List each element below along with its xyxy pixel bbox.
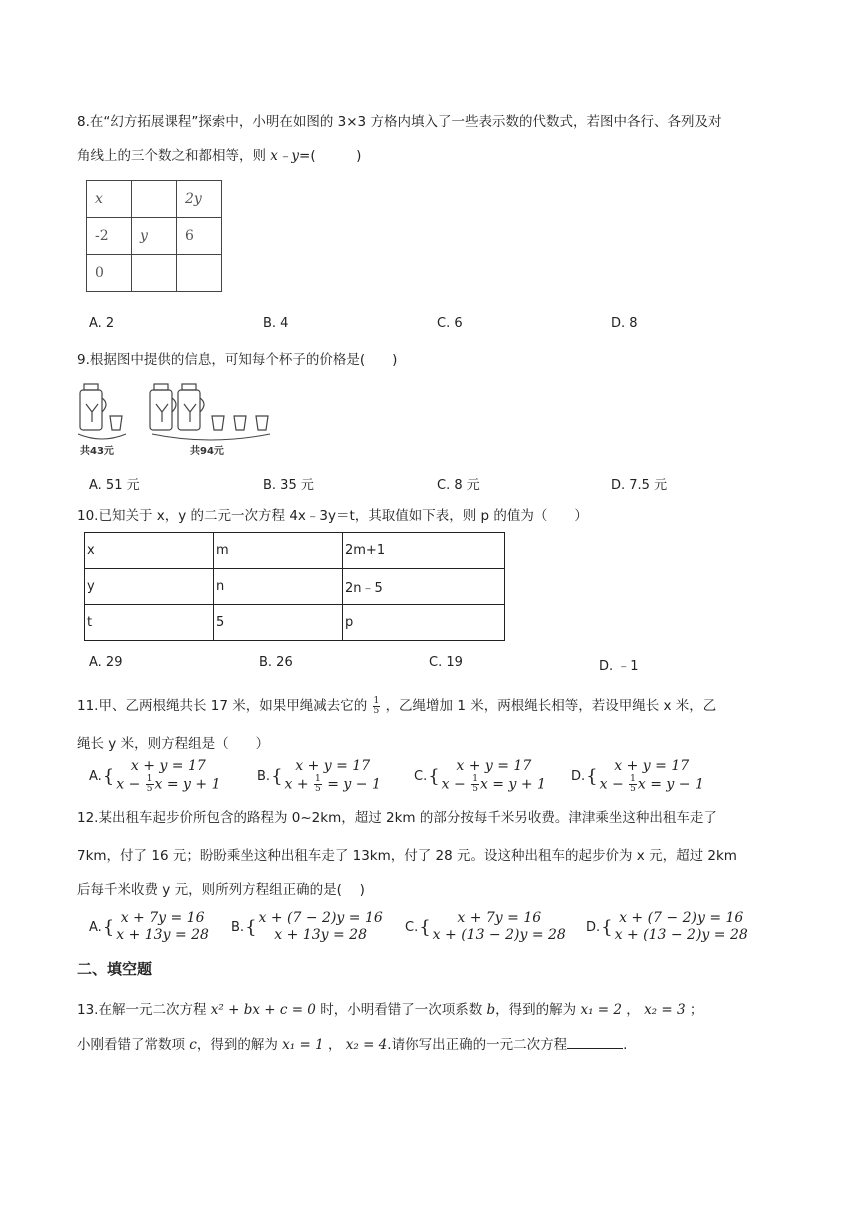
cup-icon bbox=[212, 416, 224, 430]
q12-line1: 12.某出租车起步价所包含的路程为 0~2km，超过 2km 的部分按每千米另收费。津津乘坐这种出租车走了 bbox=[77, 810, 717, 826]
q12-option-b[interactable]: B. { x + (7 − 2)y = 16 x + 13y = 28 bbox=[231, 910, 383, 943]
grid-row bbox=[87, 218, 222, 255]
q9-figure-label-2: 共94元 bbox=[190, 446, 224, 457]
q12-option-a[interactable]: A. { x + 7y = 16 x + 13y = 28 bbox=[89, 910, 209, 943]
table-cell: n bbox=[214, 569, 343, 605]
grid-cell: y bbox=[132, 218, 177, 255]
q9-option-c[interactable]: C. 8 元 bbox=[437, 478, 480, 493]
q8-option-d[interactable]: D. 8 bbox=[611, 316, 638, 331]
q9-option-b[interactable]: B. 35 元 bbox=[263, 478, 314, 493]
q9-figure-label-1: 共43元 bbox=[80, 446, 114, 457]
grid-cell: 2y bbox=[177, 181, 222, 218]
magic-square-grid bbox=[86, 180, 222, 292]
fraction: $\frac{1}{5}$ bbox=[373, 695, 380, 716]
q8-option-a[interactable]: A. 2 bbox=[89, 316, 115, 331]
q10-option-d[interactable]: D. ﹣1 bbox=[599, 659, 639, 674]
q10-option-b[interactable]: B. 26 bbox=[259, 655, 293, 670]
q12-line2: 7km，付了 16 元；盼盼乘坐这种出租车走了 13km，付了 28 元。设这种出租车的起步价为 x 元，超过 2km bbox=[77, 848, 737, 864]
table-cell: 2n﹣5 bbox=[343, 569, 505, 605]
q8-expression: x﹣y bbox=[270, 148, 300, 164]
q11-option-a[interactable]: A. { x + y = 17 x − $\frac{1}{5}$ x = y + 1 bbox=[89, 758, 221, 794]
section-title: 二、填空题 bbox=[77, 960, 153, 978]
q12-line3: 后每千米收费 y 元，则所列方程组正确的是( ) bbox=[77, 882, 365, 898]
table-cell: t bbox=[85, 605, 214, 641]
q9-option-d[interactable]: D. 7.5 元 bbox=[611, 478, 668, 493]
grid-cell: 6 bbox=[177, 218, 222, 255]
q11-option-d[interactable]: D. { x + y = 17 x − $\frac{1}{5}$ x = y − 1 bbox=[571, 758, 704, 794]
thermos-icon bbox=[80, 384, 106, 430]
q13-line2: 小刚看错了常数项 c，得到的解为 x₁ = 1 ， x₂ = 4.请你写出正确的一元二次方程 . bbox=[77, 1034, 627, 1055]
table-cell: p bbox=[343, 605, 505, 641]
q11-line1 bbox=[77, 696, 716, 716]
cup-icon bbox=[234, 416, 246, 430]
grid-cell: -2 bbox=[87, 218, 132, 255]
table-cell: 5 bbox=[214, 605, 343, 641]
q12-option-d[interactable]: D. { x + (7 − 2)y = 16 x + (13 − 2)y = 28 bbox=[586, 910, 748, 943]
table-cell: 2m+1 bbox=[343, 533, 505, 569]
thermos-icon bbox=[178, 384, 204, 430]
grid-cell: 0 bbox=[87, 255, 132, 292]
cup-icon bbox=[256, 416, 268, 430]
q11-option-c[interactable]: C. { x + y = 17 x − $\frac{1}{5}$ x = y + 1 bbox=[414, 758, 546, 794]
grid-row bbox=[87, 181, 222, 218]
q13-line1: 13.在解一元二次方程 x² + bx + c = 0 时，小明看错了一次项系数 b，得到的解为 x₁ = 2 ， x₂ = 3 ； bbox=[77, 1002, 704, 1018]
q12-option-c[interactable]: C. { x + 7y = 16 x + (13 − 2)y = 28 bbox=[405, 910, 566, 943]
table-cell: m bbox=[214, 533, 343, 569]
q10-option-c[interactable]: C. 19 bbox=[429, 655, 463, 670]
quadratic-equation: x² + bx + c = 0 bbox=[210, 1002, 316, 1018]
q10-value-table bbox=[84, 532, 505, 641]
grid-row bbox=[87, 255, 222, 292]
q8-line2 bbox=[77, 146, 361, 166]
grid-cell bbox=[177, 255, 222, 292]
q10-text: 10.已知关于 x，y 的二元一次方程 4x﹣3y＝t，其取值如下表，则 p 的值为（ ） bbox=[77, 508, 588, 524]
q11-line2: 绳长 y 米，则方程组是（ ） bbox=[77, 736, 270, 752]
q11-option-b[interactable]: B. { x + y = 17 x + $\frac{1}{5}$ = y − 1 bbox=[257, 758, 381, 794]
q8-line2-prefix: 角线上的三个数之和都相等，则 bbox=[77, 148, 271, 164]
thermos-icon bbox=[150, 384, 176, 430]
table-cell: x bbox=[85, 533, 214, 569]
q8-line2-suffix: =( ) bbox=[299, 148, 362, 164]
q8-line1: 8.在“幻方拓展课程”探索中，小明在如图的 3×3 方格内填入了一些表示数的代数式，若图中各行、各列及对 bbox=[77, 114, 722, 130]
table-row bbox=[85, 569, 505, 605]
table-row bbox=[85, 533, 505, 569]
answer-blank[interactable] bbox=[567, 1034, 623, 1049]
table-cell: y bbox=[85, 569, 214, 605]
cup-icon bbox=[110, 416, 122, 430]
grid-cell bbox=[132, 181, 177, 218]
q11-line1-suffix: ，乙绳增加 1 米，两根绳长相等，若设甲绳长 x 米，乙 bbox=[385, 698, 717, 714]
q9-text: 9.根据图中提供的信息，可知每个杯子的价格是( ) bbox=[77, 352, 398, 368]
q10-option-a[interactable]: A. 29 bbox=[89, 655, 123, 670]
grid-cell: x bbox=[87, 181, 132, 218]
q8-option-c[interactable]: C. 6 bbox=[437, 316, 463, 331]
grid-cell bbox=[132, 255, 177, 292]
table-row bbox=[85, 605, 505, 641]
q11-line1-prefix: 11.甲、乙两根绳共长 17 米，如果甲绳减去它的 bbox=[77, 698, 368, 714]
q9-option-a[interactable]: A. 51 元 bbox=[89, 478, 140, 493]
q8-option-b[interactable]: B. 4 bbox=[263, 316, 289, 331]
